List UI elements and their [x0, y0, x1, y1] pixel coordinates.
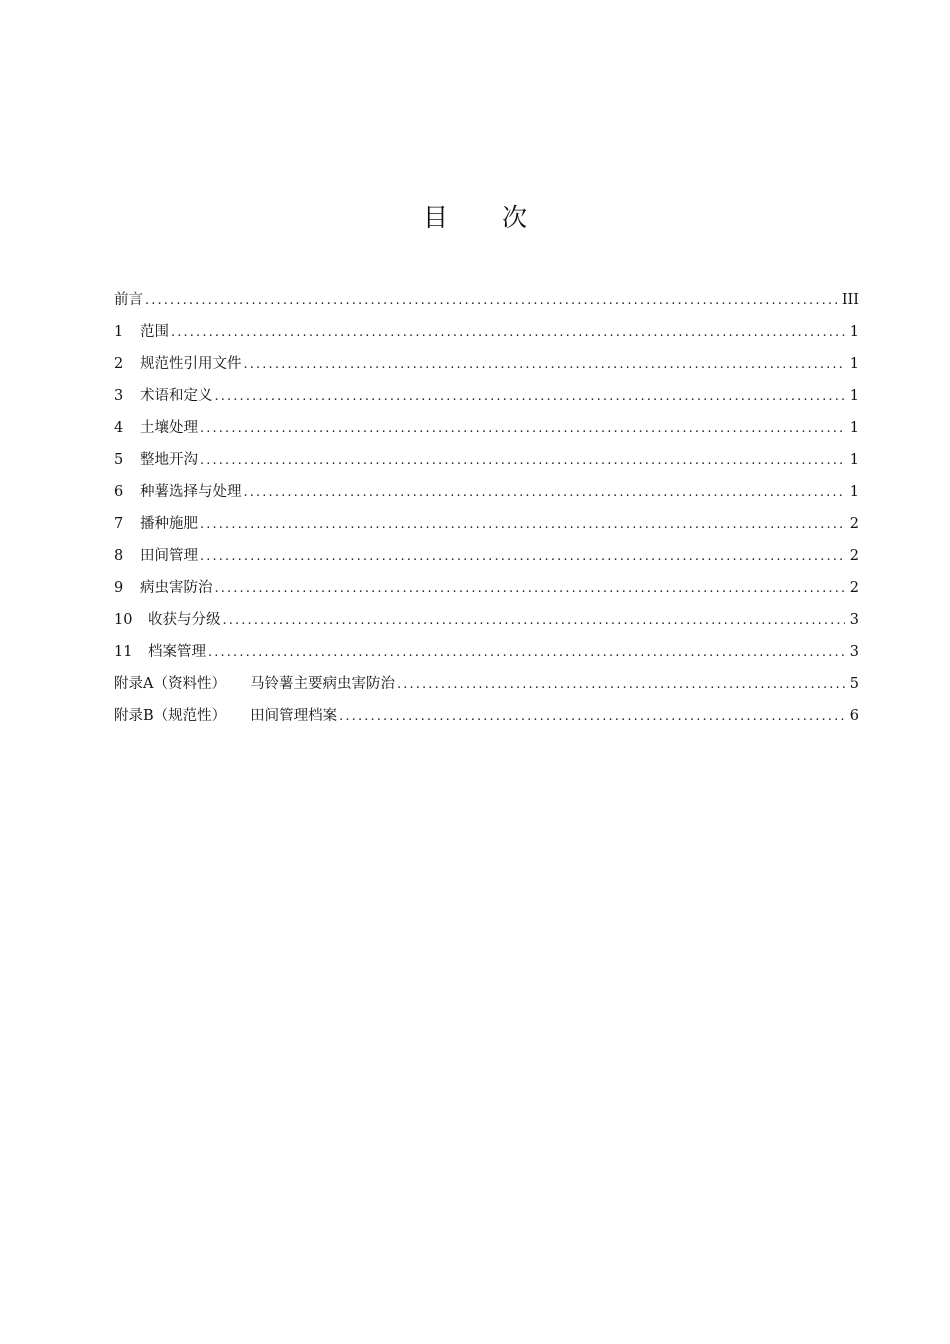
- toc-entry-text: 规范性引用文件: [140, 356, 242, 372]
- toc-entry-text: 马铃薯主要病虫害防治: [249, 676, 395, 692]
- toc-entry-page: 1: [849, 484, 859, 500]
- toc-leader-dots: [145, 285, 838, 317]
- toc-entry-page: 1: [849, 452, 859, 468]
- toc-entry-page: 5: [849, 676, 859, 692]
- toc-entry-appendix-b[interactable]: [114, 700, 859, 732]
- toc-entry-number: 7: [114, 516, 124, 532]
- toc-entry-text: 播种施肥: [140, 516, 198, 532]
- toc-leader-dots: [244, 349, 846, 381]
- toc-entry-page: 2: [849, 516, 859, 532]
- toc-entry-text: 收获与分级: [148, 612, 221, 628]
- toc-entry-9[interactable]: [114, 572, 859, 604]
- toc-entry-text: 范围: [140, 324, 169, 340]
- toc-leader-dots: [244, 477, 846, 509]
- toc-leader-dots: [171, 317, 845, 349]
- toc-entry-text: 田间管理档案: [250, 708, 338, 724]
- toc-entry-10[interactable]: [114, 604, 859, 636]
- toc-entry-3[interactable]: [114, 380, 859, 412]
- toc-entry-text: 土壤处理: [140, 420, 198, 436]
- toc-entry-7[interactable]: [114, 508, 859, 540]
- toc-entry-number: 9: [114, 580, 124, 596]
- toc-entry-8[interactable]: [114, 540, 859, 572]
- toc-entry-number: 8: [114, 548, 124, 564]
- toc-entry-number: 11: [114, 644, 133, 660]
- toc-entry-number: 5: [114, 452, 124, 468]
- toc-entry-page: 3: [849, 612, 859, 628]
- toc-leader-dots: [200, 541, 845, 573]
- toc-entry-page: 1: [849, 356, 859, 372]
- toc-leader-dots: [200, 413, 845, 445]
- toc-entry-text: 田间管理: [140, 548, 198, 564]
- toc-title: 目次: [422, 203, 581, 232]
- toc-entry-11[interactable]: [114, 636, 859, 668]
- toc-leader-dots: [215, 381, 846, 413]
- toc-entry-6[interactable]: [114, 476, 859, 508]
- toc-entry-text: 档案管理: [148, 644, 206, 660]
- toc-leader-dots: [215, 573, 846, 605]
- toc-entry-number: 6: [114, 484, 124, 500]
- toc-entry-page: 1: [849, 388, 859, 404]
- toc-entry-number: 3: [114, 388, 124, 404]
- toc-entry-text: 病虫害防治: [140, 580, 213, 596]
- toc-entry-number: 1: [114, 324, 124, 340]
- toc-entry-page: 3: [849, 644, 859, 660]
- toc-entry-number: 4: [114, 420, 124, 436]
- toc-entry-2[interactable]: [114, 348, 859, 380]
- toc-entry-page: III: [841, 292, 859, 308]
- toc-entry-5[interactable]: [114, 444, 859, 476]
- toc-appendix-tag: 附录A（资料性）: [114, 676, 226, 692]
- toc-leader-dots: [200, 509, 845, 541]
- toc-entry-foreword[interactable]: [114, 284, 859, 316]
- toc-leader-dots: [223, 605, 846, 637]
- table-of-contents: [114, 284, 859, 732]
- toc-leader-dots: [208, 637, 845, 669]
- toc-entry-text: 前言: [114, 292, 143, 308]
- toc-entry-text: 术语和定义: [140, 388, 213, 404]
- toc-entry-page: 2: [849, 580, 859, 596]
- toc-entry-text: 整地开沟: [140, 452, 198, 468]
- toc-entry-page: 6: [849, 708, 859, 724]
- toc-appendix-tag: 附录B（规范性）: [114, 708, 227, 724]
- toc-entry-page: 1: [849, 420, 859, 436]
- toc-entry-4[interactable]: [114, 412, 859, 444]
- toc-leader-dots: [339, 701, 845, 733]
- toc-entry-text: 种薯选择与处理: [140, 484, 242, 500]
- toc-entry-page: 2: [849, 548, 859, 564]
- toc-entry-1[interactable]: [114, 316, 859, 348]
- toc-entry-appendix-a[interactable]: [114, 668, 859, 700]
- toc-leader-dots: [397, 669, 845, 701]
- toc-entry-number: 10: [114, 612, 133, 628]
- toc-leader-dots: [200, 445, 845, 477]
- toc-entry-number: 2: [114, 356, 124, 372]
- toc-entry-page: 1: [849, 324, 859, 340]
